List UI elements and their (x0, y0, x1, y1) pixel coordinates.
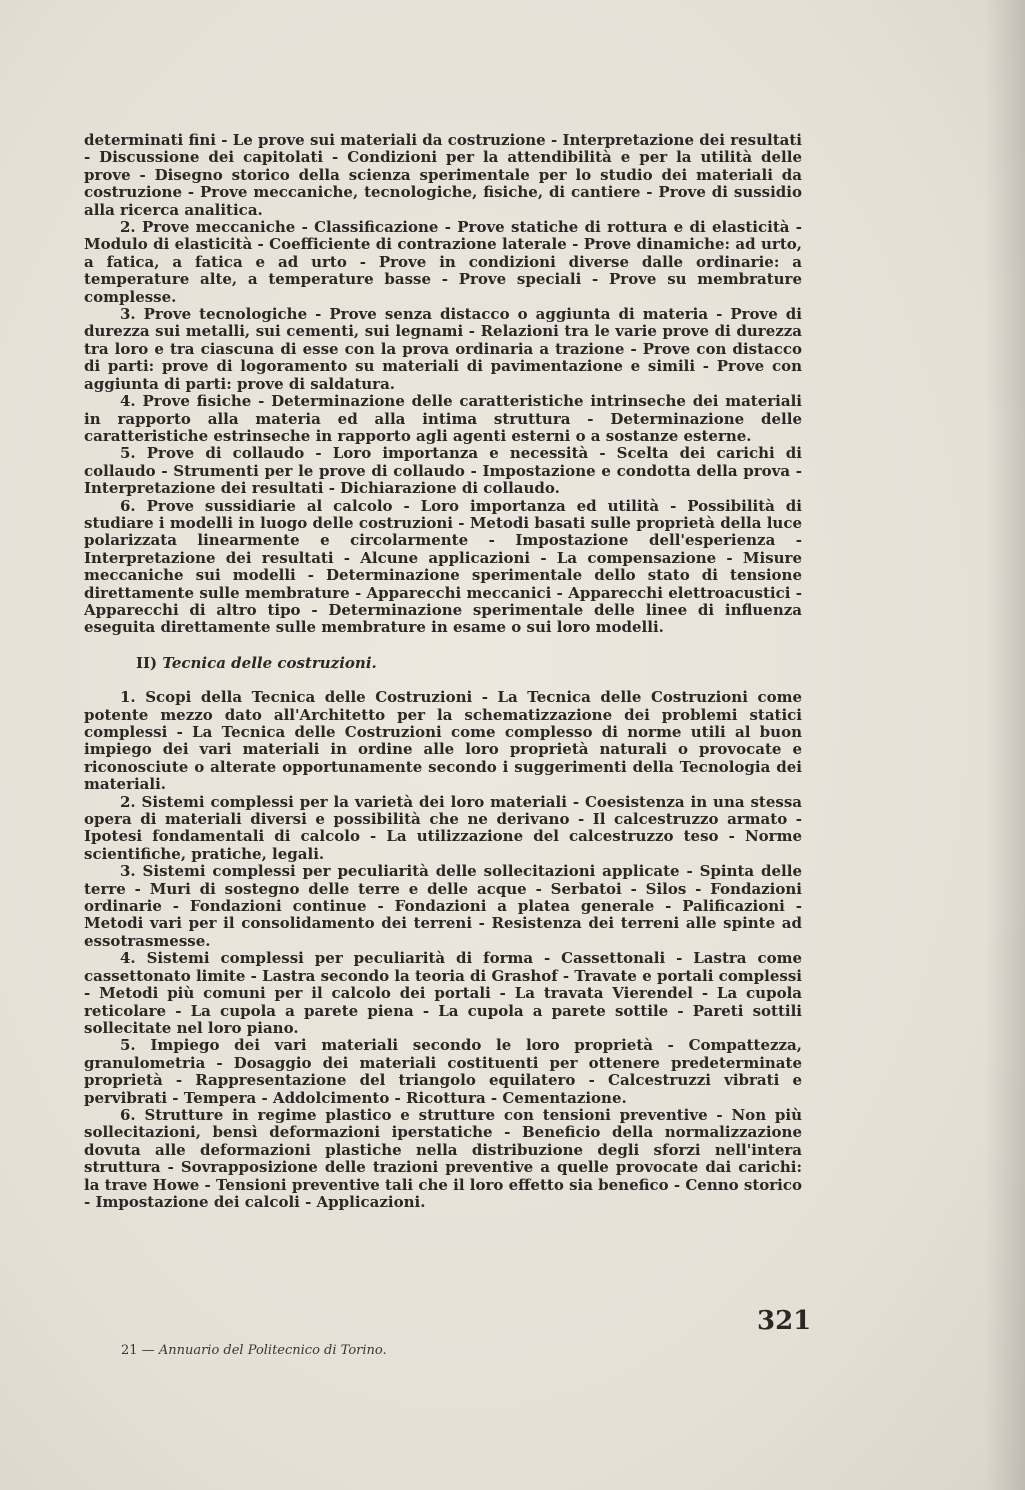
section-two-item-4: 4. Sistemi complessi per peculiarità di forma - Cassettonali - Lastra come cassettonato limite - Lastra secondo la teoria di Grashof - Travate e portali complessi - Metodi più comuni per il calcolo dei portali - La travata Vierendel - La cupola reticolare - La cupola a parete piena - La cupola a parete sottile - Pareti sottili sollecitate nel loro piano. (84, 949, 802, 1037)
section-one-item-3: 3. Prove tecnologiche - Prove senza distacco o aggiunta di materia - Prove di durezza sui metalli, sui cementi, sui legnami - Relazioni tra le varie prove di durezza tra loro e tra ciascuna di esse con la prova ordinaria a trazione - Prove con distacco di parti: prove di logoramento su materiali di pavimentazione e simili - Prove con aggiunta di parti: prove di saldatura. (84, 305, 802, 393)
section-two-item-2: 2. Sistemi complessi per la varietà dei loro materiali - Coesistenza in una stessa opera di materiali diversi e possibilità che ne derivano - Il calcestruzzo armato - Ipotesi fondamentali di calcolo - La utilizzazione del calcestruzzo teso - Norme scientifiche, pratiche, legali. (84, 792, 802, 863)
section-one-item-6: 6. Prove sussidiarie al calcolo - Loro importanza ed utilità - Possibilità di studiare i modelli in luogo delle costruzioni - Metodi basati sulle proprietà della luce polarizzata linearmente e circolarmente - Impostazione dell'esperienza - Interpretazione dei resultati - Alcune applicazioni - La compensazione - Misure meccaniche sui modelli - Determinazione sperimentale dello stato di tensione direttamente sulle membrature - Apparecchi meccanici - Apparecchi elettroacustici - Apparecchi di altro tipo - Determinazione sperimentale delle linee di influenza eseguita direttamente sulle membrature in esame o sui loro modelli. (84, 496, 802, 637)
section-two-item-6: 6. Strutture in regime plastico e strutture con tensioni preventive - Non più sollecitazioni, bensì deformazioni iperstatiche - Beneficio della normalizzazione dovuta alle deformazioni plastiche nella distribuzione degli sforzi nell'intera struttura - Sovrapposizione delle trazioni preventive a quelle provocate dai carichi: la trave Howe - Tensioni preventive tali che il loro effetto sia benefico - Cenno storico - Impostazione dei calcoli - Applicazioni. (84, 1105, 802, 1211)
footer-title: Annuario del Politecnico di Torino. (158, 1343, 387, 1358)
section-two-item-3: 3. Sistemi complessi per peculiarità delle sollecitazioni applicate - Spinta delle terre - Muri di sostegno delle terre e delle acque - Serbatoi - Silos - Fondazioni ordinarie - Fondazioni continue - Fondazioni a platea generale - Palificazioni - Metodi vari per il consolidamento dei terreni - Resistenza dei terreni alle spinte ad essotrasmesse. (84, 862, 802, 950)
section-two-item-1: 1. Scopi della Tecnica delle Costruzioni - La Tecnica delle Costruzioni come potente mezzo dato all'Architetto per la schematizzazione dei problemi statici complessi - La Tecnica delle Costruzioni come complesso di norme utili al buon impiego dei vari materiali in ordine alle loro proprietà naturali o provocate e riconosciute o alterate opportunamente secondo i suggerimenti della Tecnologia dei materiali. (84, 688, 802, 794)
page-edge-shadow (985, 0, 1025, 1490)
section-one-item-4: 4. Prove fisiche - Determinazione delle caratteristiche intrinseche dei materiali in rapporto alla materia ed alla intima struttura - Determinazione delle caratteristiche estrinseche in rapporto agli agenti esterni o a sostanze esterne. (84, 392, 802, 445)
section-two-heading (84, 655, 802, 672)
footer-signature: 21 — (121, 1343, 155, 1358)
intro-paragraph: determinati fini - Le prove sui materiali da costruzione - Interpretazione dei resultati - Discussione dei capitolati - Condizioni per la attendibilità e per la utilità delle prove - Disegno storico della scienza sperimentale per lo studio dei materiali da costruzione - Prove meccaniche, tecnologiche, fisiche, di cantiere - Prove di sussidio alla ricerca analitica. (84, 131, 802, 219)
section-two-item-5: 5. Impiego dei vari materiali secondo le loro proprietà - Compattezza, granulometria - Dosaggio dei materiali costituenti per ottenere predeterminate proprietà - Rappresentazione del triangolo equilatero - Calcestruzzi vibrati e pervibrati - Tempera - Addolcimento - Ricottura - Cementazione. (84, 1036, 802, 1107)
body-text (84, 132, 802, 1211)
section-one-item-2: 2. Prove meccaniche - Classificazione - Prove statiche di rottura e di elasticità - Modulo di elasticità - Coefficiente di contrazione laterale - Prove dinamiche: ad urto, a fatica, a fatica e ad urto - Prove in condizioni diverse dalle ordinarie: a temperature alte, a temperature basse - Prove speciali - Prove su membrature complesse. (84, 218, 802, 306)
section-two-title: Tecnica delle costruzioni. (162, 653, 377, 672)
page-number: 321 (757, 1306, 812, 1336)
footer (121, 1343, 387, 1358)
section-one-item-5: 5. Prove di collaudo - Loro importanza e necessità - Scelta dei carichi di collaudo - Strumenti per le prove di collaudo - Impostazione e condotta della prova - Interpretazione dei resultati - Dichiarazione di collaudo. (84, 444, 802, 498)
section-two-number: II) (136, 653, 158, 672)
